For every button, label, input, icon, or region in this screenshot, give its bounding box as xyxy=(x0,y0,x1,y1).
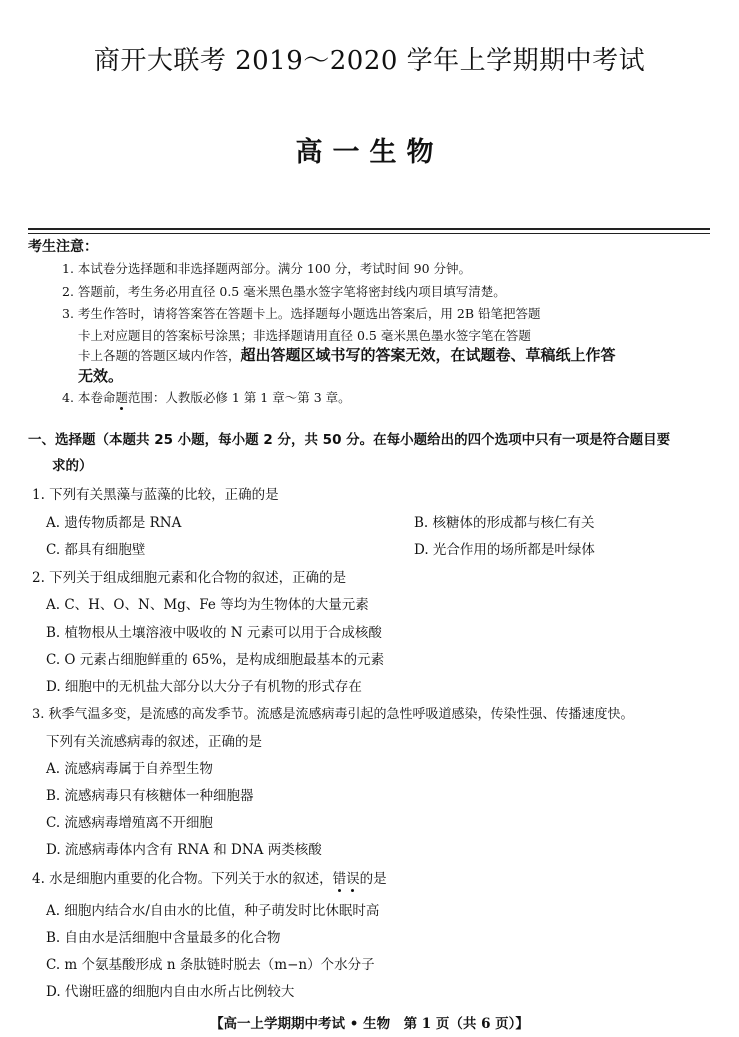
question-2-option-a: A. C、H、O、N、Mg、Fe 等均为生物体的大量元素 xyxy=(46,597,369,613)
page-footer: 【高一上学期期中考试 • 生物 第 1 页（共 6 页）】 xyxy=(210,1016,529,1032)
question-4-option-c: C. m 个氨基酸形成 n 条肽链时脱去（m−n）个水分子 xyxy=(46,957,375,973)
question-3-option-a: A. 流感病毒属于自养型生物 xyxy=(46,761,213,777)
question-1-option-a: A. 遗传物质都是 RNA xyxy=(46,515,182,531)
notice-item-3-line-3 xyxy=(78,344,616,365)
question-4-option-b: B. 自由水是活细胞中含量最多的化合物 xyxy=(46,930,281,946)
question-4-stem-start: 4. 水是细胞内重要的化合物。下列关于水的叙述， xyxy=(32,871,333,887)
question-1-option-b: B. 核糖体的形成都与核仁有关 xyxy=(414,515,595,531)
page-title: 高一生物 xyxy=(295,137,444,168)
notice-item-2: 2. 答题前，考生务必用直径 0.5 毫米黑色墨水签字笔将密封线内项目填写清楚。 xyxy=(62,284,506,299)
notice-item-4-emphasis: 题 xyxy=(115,390,128,405)
section-heading-line-1: 一、选择题（本题共 25 小题，每小题 2 分，共 50 分。在每小题给出的四个选项中只有一项是符合题目要 xyxy=(28,432,671,448)
notice-item-3-line-3-plain: 卡上各题的答题区域内作答， xyxy=(78,348,241,363)
question-3-option-b: B. 流感病毒只有核糖体一种细胞器 xyxy=(46,788,254,804)
question-2-option-d: D. 细胞中的无机盐大部分以大分子有机物的形式存在 xyxy=(46,679,362,695)
notice-item-4-prefix: 4. 本卷命 xyxy=(62,390,116,405)
question-4-stem-end: 的是 xyxy=(359,871,387,887)
notice-item-3-line-4: 无效。 xyxy=(78,367,124,385)
divider-thick xyxy=(28,228,710,230)
question-1-option-d: D. 光合作用的场所都是叶绿体 xyxy=(414,542,595,558)
notice-item-3-line-1: 3. 考生作答时，请将答案答在答题卡上。选择题每小题选出答案后，用 2B 铅笔把答题 xyxy=(62,306,541,321)
notice-heading: 考生注意： xyxy=(28,239,98,255)
notice-item-4 xyxy=(62,388,351,406)
question-4-stem xyxy=(32,867,387,887)
notice-item-1: 1. 本试卷分选择题和非选择题两部分。满分 100 分，考试时间 90 分钟。 xyxy=(62,261,472,276)
exam-title: 商开大联考 2019～2020 学年上学期期中考试 xyxy=(93,46,646,76)
question-1-stem: 1. 下列有关黑藻与蓝藻的比较，正确的是 xyxy=(32,487,279,503)
notice-item-3-line-2: 卡上对应题目的答案标号涂黑；非选择题请用直径 0.5 毫米黑色墨水签字笔在答题 xyxy=(78,328,531,343)
question-2-option-c: C. O 元素占细胞鲜重的 65%，是构成细胞最基本的元素 xyxy=(46,652,385,668)
question-1-option-c: C. 都具有细胞壁 xyxy=(46,542,146,558)
question-3-stem-line-1: 3. 秋季气温多变，是流感的高发季节。流感是流感病毒引起的急性呼吸道感染，传染性强、传播速度快。 xyxy=(32,707,634,722)
section-heading-line-2: 求的） xyxy=(52,458,93,474)
question-2-stem: 2. 下列关于组成细胞元素和化合物的叙述，正确的是 xyxy=(32,570,347,586)
question-3-stem-line-2: 下列有关流感病毒的叙述，正确的是 xyxy=(46,734,262,750)
notice-item-4-rest: 范围：人教版必修 1 第 1 章～第 3 章。 xyxy=(127,390,351,405)
question-3-option-d: D. 流感病毒体内含有 RNA 和 DNA 两类核酸 xyxy=(46,842,322,858)
divider-thin xyxy=(28,233,710,234)
question-4-emphasis-1: 错 xyxy=(332,871,347,887)
question-4-option-d: D. 代谢旺盛的细胞内自由水所占比例较大 xyxy=(46,984,295,1000)
question-4-option-a: A. 细胞内结合水/自由水的比值，种子萌发时比休眠时高 xyxy=(46,903,380,919)
question-3-option-c: C. 流感病毒增殖离不开细胞 xyxy=(46,815,213,831)
question-2-option-b: B. 植物根从土壤溶液中吸收的 N 元素可以用于合成核酸 xyxy=(46,625,382,641)
notice-item-3-warning: 超出答题区域书写的答案无效，在试题卷、草稿纸上作答 xyxy=(240,346,616,364)
question-4-emphasis-2: 误 xyxy=(346,871,360,887)
